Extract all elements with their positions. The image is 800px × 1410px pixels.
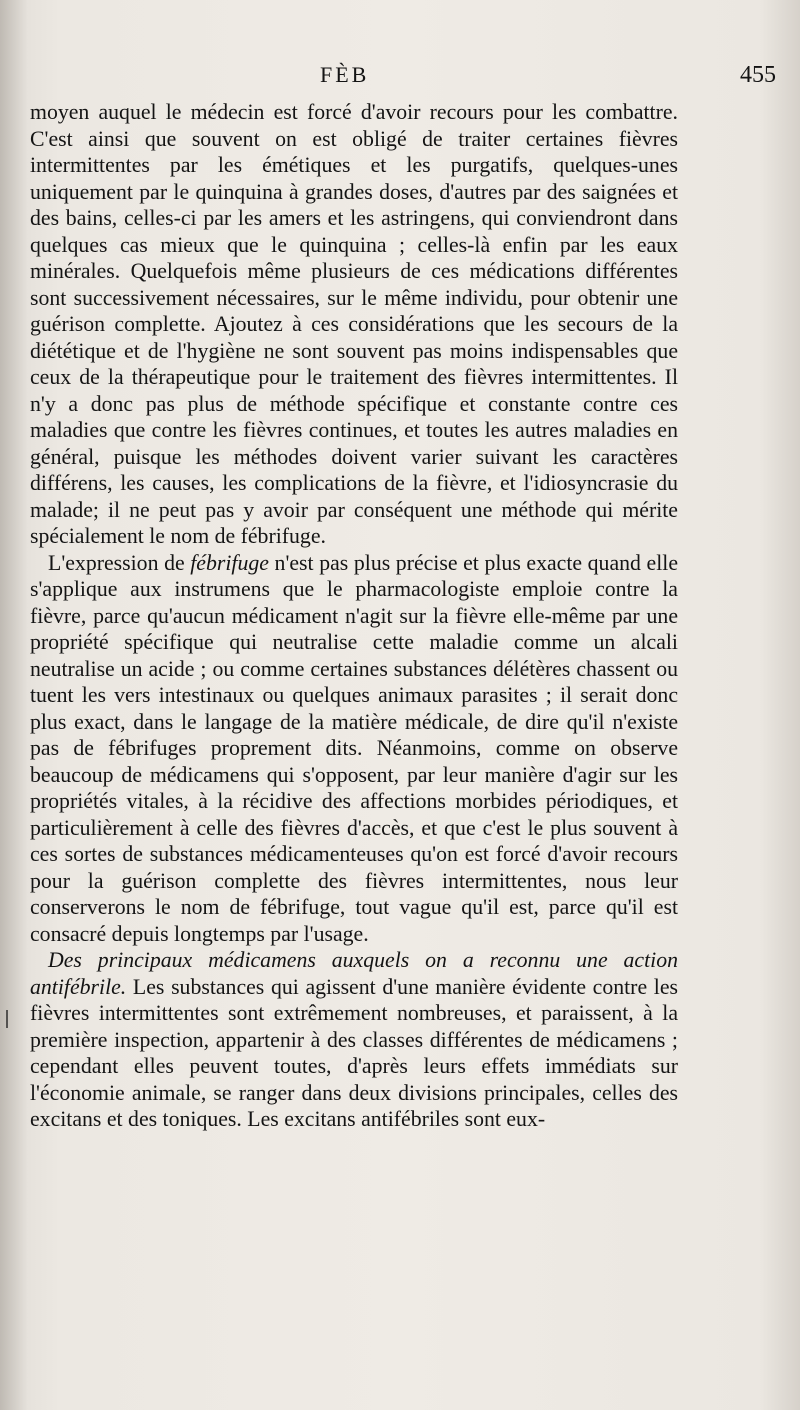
term-febrifuge: fébrifuge [190, 550, 269, 575]
section-heading: Des principaux médicamens auxquels on a reconnu une action antifébrile. [30, 948, 678, 999]
paragraph-3 [30, 947, 678, 1133]
paragraph-2-rest: n'est pas plus précise et plus exacte quand elle s'applique aux instrumens que le pharmacologiste emploie contre la fièvre, parce qu'aucun médicament n'agit sur la fièvre elle-même par une propriété spécifique qui neutralise cette maladie comme un alcali neutralise un acide ; ou comme certaines substances délétères chassent ou tuent les vers intestinaux ou quelques animaux parasites ; il serait donc plus exact, dans le langage de la matière médicale, de dire qu'il n'existe pas de fébrifuges proprement dits. Néanmoins, comme on observe beaucoup de médicamens qui s'opposent, par leur manière d'agir sur les propriétés vitales, à la récidive des affections morbides périodiques, et particulièrement à celle des fièvres d'accès, et que c'est le plus souvent à ces sortes de substances médicamenteuses qu'on est forcé d'avoir recours pour la guérison complette des fièvres intermittentes, nous leur conserverons le nom de fébrifuge, tout vague qu'il est, parce qu'il est consacré depuis longtemps par l'usage. [30, 550, 678, 946]
margin-mark [6, 1010, 8, 1028]
running-title: FÈB [320, 62, 370, 87]
paragraph-1: moyen auquel le médecin est forcé d'avoir recours pour les combattre. C'est ainsi que souvent on est obligé de traiter certaines fièvres intermittentes par les émétiques et les purgatifs, quelques-unes uniquement par le quinquina à grandes doses, d'autres par des saignées et des bains, celles-ci par les amers et les astringens, qui conviendront dans quelques cas mieux que le quinquina ; celles-là enfin par les eaux minérales. Quelquefois même plusieurs de ces médications différentes sont successivement nécessaires, sur le même individu, pour obtenir une guérison complette. Ajoutez à ces considérations que les secours de la diététique et de l'hygiène ne sont souvent pas moins indispensables que ceux de la thérapeutique pour le traitement des fièvres intermittentes. Il n'y a donc pas plus de méthode spécifique et constante contre ces maladies que contre les fièvres continues, et toutes les autres maladies en général, puisque les méthodes doivent varier suivant les caractères différens, les causes, les complications de la fièvre, et l'idiosyncrasie du malade; il ne peut pas y avoir par conséquent une méthode qui mérite spécialement le nom de fébrifuge. [30, 100, 678, 548]
page-header [30, 62, 776, 94]
paragraph-3-body: Les substances qui agissent d'une manière évidente contre les fièvres intermittentes sont extrêmement nombreuses, et paraissent, à la première inspection, appartenir à des classes différentes de médicamens ; cependant elles peuvent toutes, d'après leurs effets immédiats sur l'économie animale, se ranger dans deux divisions principales, celles des excitans et des toniques. Les excitans antifébriles sont eux- [30, 974, 678, 1131]
body-text [30, 99, 678, 1133]
paragraph-2-start: L'expression de [48, 550, 191, 575]
paragraph-2 [30, 550, 678, 948]
page-number: 455 [740, 62, 776, 88]
